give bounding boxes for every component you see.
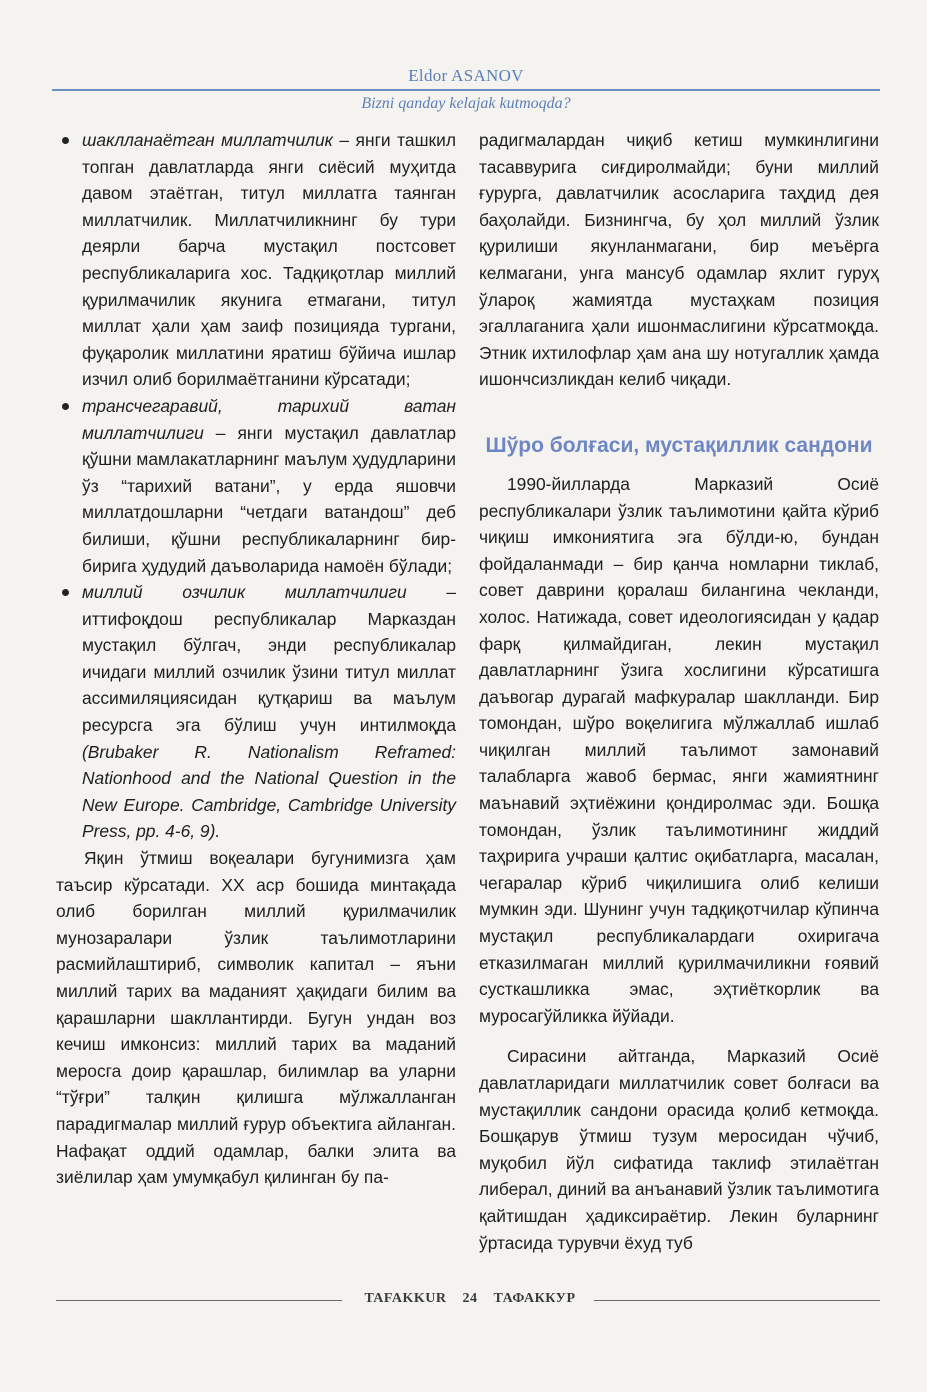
bullet-item: [56, 127, 456, 393]
bullet-reference: (Brubaker R. Nationalism Reframed: Nationhood and the National Question in the New Europe. Cambridge, Cambridge University Press, pp. 4-6, 9).: [82, 741, 456, 842]
bullet-item: [56, 579, 456, 845]
bullet-dot-icon: [62, 589, 69, 596]
bullet-item: [56, 393, 456, 579]
continued-paragraph: радигмалардан чиқиб кетиш мумкинлигини тасаввурига сиғдиролмайди; буни миллий ғурурга, давлатчилик асосларига таҳдид дея баҳолайди. Бизнингча, бу ҳол миллий ўзлик қурилиши якунланмагани, бир меъёрга келмагани, унга мансуб одамлар яхлит гуруҳ ўлароқ жамиятда мустаҳкам позиция эгаллаганига ҳали ишонмаслигини кўрсатмоқда. Этник ихтилофлар ҳам ана шу нотугаллик ҳамда ишончсизликдан келиб чиқади.: [479, 130, 879, 390]
bullet-dot-icon: [62, 403, 69, 410]
footer-title-latin: TAFAKKUR: [364, 1291, 447, 1306]
header-subtitle: Bizni qanday kelajak kutmoqda?: [361, 95, 571, 112]
page-footer: [56, 1290, 880, 1310]
running-header: [52, 66, 880, 113]
footer-rule-left: [56, 1300, 342, 1301]
bullet-text: – иттифоқдош республикалар Марказдан мустақил бўлгач, энди республикалар ичидаги миллий озчилик ўзини титул миллат ассимиляциясидан қутқариш ва маълум ресурсга эга бўлиш учун интилмоқда: [82, 582, 456, 736]
bullet-term: трансчегаравий, тарихий ватан миллатчилиги: [82, 395, 456, 443]
body-paragraph: Яқин ўтмиш воқеалари бугунимизга ҳам таъсир кўрсатади. XX аср бошида минтақада олиб борилган миллий қурилмачилик мунозаралари ўзлик таълимотларини расмийлаштириб, символик капитал – яъни миллий тарих ва маданият ҳақидаги билим ва қарашларни шакллантирди. Бугун ундан воз кечиш имконсиз: миллий тарих ва маданий меросга доир қарашлар, билимлар ва уларни “тўғри” талқин қилишга мўлжалланган парадигмалар миллий ғурур объектига айланган. Нафақат оддий одамлар, балки элита ва зиёлилар ҳам умумқабул қилинган бу па-: [56, 848, 456, 1188]
bullet-text: – янги ташкил топган давлатларда янги сиёсий муҳитда давом этаётган, титул миллатга таянган миллатчилик. Миллатчиликнинг бу тури деярли барча мустақил постсовет республикаларига хос. Тадқиқотлар миллий қурилмачилик якунига етмагани, титул миллат ҳали ҳам заиф позицияда тургани, фуқаролик миллатини яратиш бўйича ишлар изчил олиб борилмаётганини кўрсатади;: [82, 130, 456, 390]
left-column: [56, 127, 456, 1191]
page-number: 24: [462, 1291, 478, 1306]
header-rule: [52, 89, 880, 91]
right-column: [479, 127, 879, 1256]
body-paragraph: Сирасини айтганда, Марказий Осиё давлатларидаги миллатчилик совет болғаси ва мустақиллик сандони орасида қолиб кетмоқда. Бошқарув ўтмиш тузум меросидан чўчиб, муқобил йўл сифатида таклиф этилаётган либерал, диний ва анъанавий ўзлик таълимотига қайтишдан ҳадиксираётир. Лекин буларнинг ўртасида турувчи ёхуд туб: [479, 1046, 879, 1253]
section-heading: Шўро болғаси, мустақиллик сандони: [485, 433, 873, 457]
bullet-dot-icon: [62, 137, 69, 144]
footer-title-cyrillic: ТАФАККУР: [493, 1291, 576, 1306]
footer-rule-right: [594, 1300, 880, 1301]
bullet-term: миллий озчилик миллатчилиги: [82, 582, 407, 603]
bullet-term: шаклланаётган миллатчилик: [82, 130, 333, 150]
header-author: Eldor ASANOV: [408, 66, 524, 85]
footer-text: [352, 1291, 588, 1307]
bullet-text: – янги мустақил давлатлар қўшни мамлакатларнинг маълум ҳудудларини ўз “тарихий ватани”, у ерда яшовчи миллатдошларни “четдаги ватандош” деб билиши, қўшни республикаларнинг бир-бирига ҳудудий даъволарида намоён бўлади;: [82, 422, 456, 576]
body-paragraph: 1990-йилларда Марказий Осиё республикалари ўзлик таълимотини қайта кўриб чиқиш имкониятига эга бўлди-ю, бундан фойдаланмади – бир қанча номларни тиклаб, совет даврини қоралаш билангина чекланди, холос. Натижада, совет идеологиясидан у қадар фарқ қилмайдиган, лекин мустақил давлатларнинг ўзига хослигини кўрсатишга даъвогар дурагай мафкуралар шаклланди. Бир томондан, шўро воқелигига мўлжаллаб ишлаб чиқилган миллий таълимот замонавий талабларга жавоб бермас, янги жамиятнинг маънавий эҳтиёжини қондиролмас эди. Бошқа томондан, ўзлик таълимотининг жиддий таҳририга учраши қалтис оқибатларга, масалан, чегаралар кўриб чиқилишига олиб келиши мумкин эди. Шунинг учун тадқиқотчилар кўпинча мустақил республикалардаги охиригача етказилмаган миллий қурилмачиликни ғоявий сусткашликка эмас, эҳтиёткорлик ва муросагўйликка йўйади.: [479, 473, 879, 1026]
